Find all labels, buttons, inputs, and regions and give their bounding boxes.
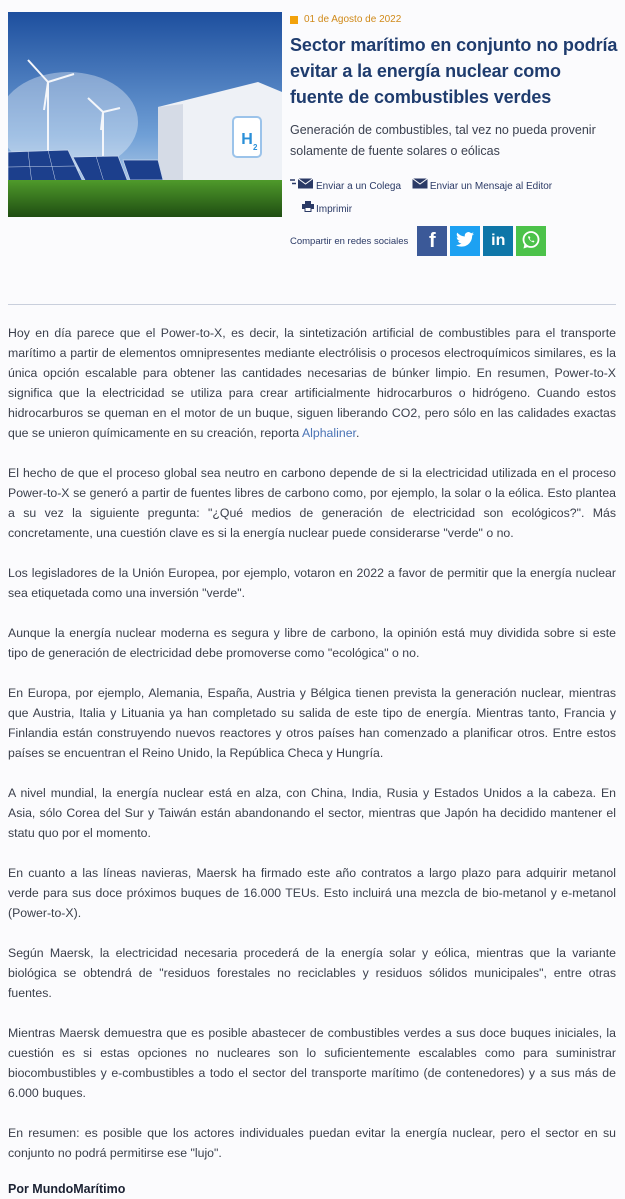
byline: Por MundoMarítimo	[8, 1182, 126, 1196]
send-editor-link[interactable]	[412, 178, 552, 195]
date-row	[290, 14, 618, 25]
article-title: Sector marítimo en conjunto no podría evitar a la energía nuclear como fuente de combustibles verdes	[290, 35, 618, 107]
twitter-share-button[interactable]	[450, 226, 480, 256]
print-link[interactable]	[302, 201, 352, 218]
article-subtitle: Generación de combustibles, tal vez no pueda provenir solamente de fuente solares o eólicas	[290, 123, 596, 158]
paragraph: En resumen: es posible que los actores individuales puedan evitar la energía nuclear, pero el sector en su conjunto no podrá permitirse ese "lujo".	[8, 1126, 616, 1160]
paragraph: A nivel mundial, la energía nuclear está en alza, con China, India, Rusia y Estados Unidos a la cabeza. En Asia, sólo Corea del Sur y Taiwán están abandonando el sector, mientras que Japón ha decidido mantener el statu quo por el momento.	[8, 786, 616, 840]
article-meta	[290, 14, 618, 256]
paragraph-text: Hoy en día parece que el Power-to-X, es decir, la sintetización artificial de combustibles para el transporte marítimo a partir de elementos omnipresentes mediante electrólisis o procesos electroquímicos similares, es la única opción escalable para obtener las cantidades necesarias de búnker limpio. En resumen, Power-to-X significa que la electricidad se utiliza para crear artificialmente hidrocarburos o hidrógeno. Cuando estos hidrocarburos se queman en el motor de un buque, siguen liberando CO2, pero sólo en las calidades exactas que se unieron químicamente en su creación, reporta	[8, 326, 616, 440]
whatsapp-share-button[interactable]	[516, 226, 546, 256]
linkedin-icon: in	[491, 232, 506, 249]
date-square-icon	[290, 16, 298, 24]
paragraph-end: .	[355, 426, 360, 440]
paragraph: Los legisladores de la Unión Europea, por ejemplo, votaron en 2022 a favor de permitir que la energía nuclear sea etiquetada como una inversión "verde".	[8, 566, 616, 600]
share-row	[290, 226, 618, 256]
article-image	[8, 12, 282, 217]
linkedin-share-button[interactable]	[483, 226, 513, 256]
alphaliner-link[interactable]: Alphaliner	[301, 426, 356, 440]
paragraph: El hecho de que el proceso global sea neutro en carbono depende de si la electricidad utilizada en el proceso Power-to-X se generó a partir de fuentes libres de carbono como, por ejemplo, la solar o la eólica. Esto plantea a su vez la siguiente pregunta: "¿Qué medios de generación de electricidad son ecológicos?". Más concretamente, una cuestión clave es si la energía nuclear puede considerarse "verde" o no.	[8, 466, 616, 540]
send-editor-label: Enviar un Mensaje al Editor	[429, 180, 553, 192]
facebook-icon: f	[428, 229, 436, 252]
paragraph: Según Maersk, la electricidad necesaria procederá de la energía solar y eólica, mientras que la variante biológica se obtendrá de "residuos forestales no reciclables y residuos sólidos municipales", entre otras fuentes.	[8, 946, 616, 1000]
svg-text:H: H	[241, 131, 253, 148]
facebook-share-button[interactable]	[417, 226, 447, 256]
mail-send-icon	[290, 178, 314, 195]
article-body	[8, 323, 616, 1199]
paragraph: Mientras Maersk demuestra que es posible abastecer de combustibles verdes a sus doce buques iniciales, la cuestión es si estas opciones no nucleares son lo suficientemente escalables como para suministrar biocombustibles y e-combustibles a todo el sector del transporte marítimo (de contenedores) y a sus más de 6.000 buques.	[8, 1026, 616, 1100]
mail-icon	[412, 178, 428, 195]
share-label: Compartir en redes sociales	[290, 235, 409, 247]
paragraph: Aunque la energía nuclear moderna es segura y libre de carbono, la opinión está muy dividida sobre si este tipo de generación de electricidad debe promoverse como "ecológica" o no.	[8, 626, 616, 660]
printer-icon	[302, 201, 314, 218]
divider	[8, 304, 616, 305]
paragraph: En Europa, por ejemplo, Alemania, España, Austria y Bélgica tienen prevista la generación nuclear, mientras que Austria, Italia y Lituania ya han completado su salida de este tipo de energía. Mientras tanto, Francia y Finlandia están construyendo nuevos reactores y otros países han comenzado a planificar otros. Entre estos países se encuentran el Reino Unido, la República Checa y Hungría.	[8, 686, 616, 760]
send-colleague-link[interactable]	[290, 178, 401, 195]
paragraph	[8, 323, 616, 443]
paragraph: En cuanto a las líneas navieras, Maersk ha firmado este año contratos a largo plazo para adquirir metanol verde para sus doce próximos buques de 16.000 TEUs. Esto incluirá una mezcla de bio-metanol y e-metanol (Power-to-X).	[8, 866, 616, 920]
print-label: Imprimir	[316, 203, 353, 215]
twitter-icon	[456, 232, 474, 250]
article-date: 01 de Agosto de 2022	[304, 14, 402, 25]
send-colleague-label: Enviar a un Colega	[316, 180, 402, 192]
svg-text:2: 2	[253, 143, 258, 152]
whatsapp-icon	[521, 230, 541, 253]
article-actions	[290, 178, 618, 218]
